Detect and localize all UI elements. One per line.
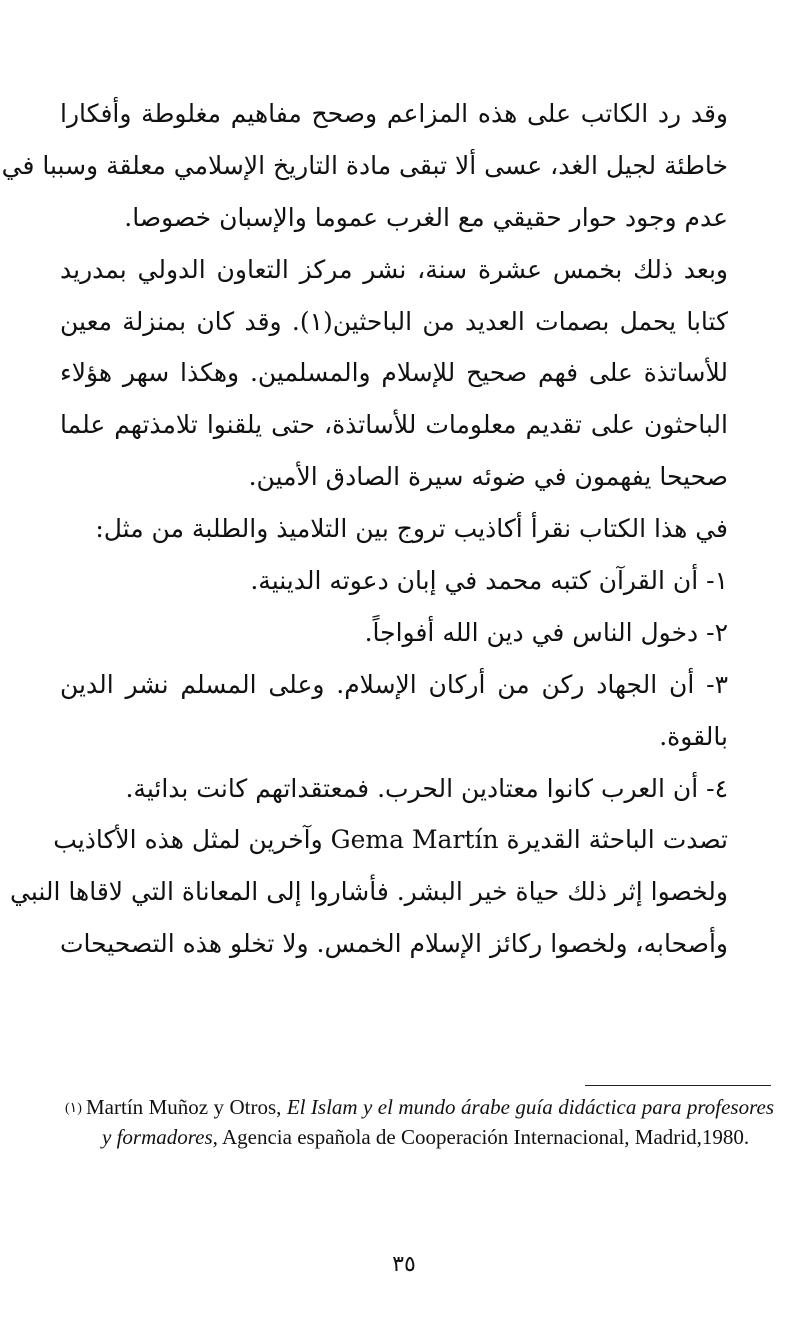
body-line: بالقوة. bbox=[659, 721, 728, 751]
body-line: ١- أن القرآن كتبه محمد في إبان دعوته الدينية. bbox=[250, 566, 728, 596]
footnote bbox=[65, 1092, 774, 1152]
body-line: في هذا الكتاب نقرأ أكاذيب تروج بين التلاميذ والطلبة من مثل: bbox=[95, 514, 728, 544]
body-line: ولخصوا إثر ذلك حياة خير البشر. فأشاروا إلى المعاناة التي لاقاها النبي bbox=[9, 877, 728, 907]
body-line: ٤- أن العرب كانوا معتادين الحرب. فمعتقداتهم كانت بدائية. bbox=[125, 773, 728, 803]
footnote-publisher: Agencia española de Cooperación Internacional, Madrid,1980. bbox=[221, 1125, 750, 1149]
body-line: خاطئة لجيل الغد، عسى ألا تبقى مادة التاريخ الإسلامي معلقة وسببا في bbox=[1, 150, 728, 180]
body-line: وقد رد الكاتب على هذه المزاعم وصحح مفاهيم مغلوطة وأفكارا bbox=[60, 99, 728, 128]
footnote-title: El Islam y el mundo árabe guía didáctica para profesores y formadores, bbox=[102, 1095, 774, 1149]
body-line: وأصحابه، ولخصوا ركائز الإسلام الخمس. ولا تخلو هذه التصحيحات bbox=[59, 929, 728, 959]
body-line: كتابا يحمل بصمات العديد من الباحثين(١). وقد كان بمنزلة معين bbox=[60, 306, 728, 336]
body-line: صحيحا يفهمون في ضوئه سيرة الصادق الأمين. bbox=[248, 462, 728, 492]
body-line: عدم وجود حوار حقيقي مع الغرب عموما والإسبان خصوصا. bbox=[124, 202, 728, 232]
body-line: ٣- أن الجهاد ركن من أركان الإسلام. وعلى المسلم نشر الدين bbox=[60, 669, 728, 699]
footnote-body bbox=[86, 1092, 774, 1152]
body-line: للأساتذة على فهم صحيح للإسلام والمسلمين. وهكذا سهر هؤلاء bbox=[60, 358, 728, 388]
body-line: ٢- دخول الناس في دين الله أفواجاً. bbox=[364, 617, 728, 647]
body-line: وبعد ذلك بخمس عشرة سنة، نشر مركز التعاون الدولي بمدريد bbox=[60, 254, 728, 284]
body-text bbox=[1, 88, 728, 970]
footnote-marker: (١) bbox=[65, 1101, 82, 1116]
body-line: الباحثون على تقديم معلومات للأساتذة، حتى يلقنوا تلامذتهم علما bbox=[60, 410, 728, 440]
footnote-authors: Martín Muñoz y Otros, bbox=[86, 1095, 282, 1119]
footnote-separator bbox=[585, 1085, 771, 1086]
page-number: ٣٥ bbox=[392, 1252, 416, 1277]
body-line: تصدت الباحثة القديرة Gema Martín وآخرين لمثل هذه الأكاذيب bbox=[53, 825, 728, 855]
